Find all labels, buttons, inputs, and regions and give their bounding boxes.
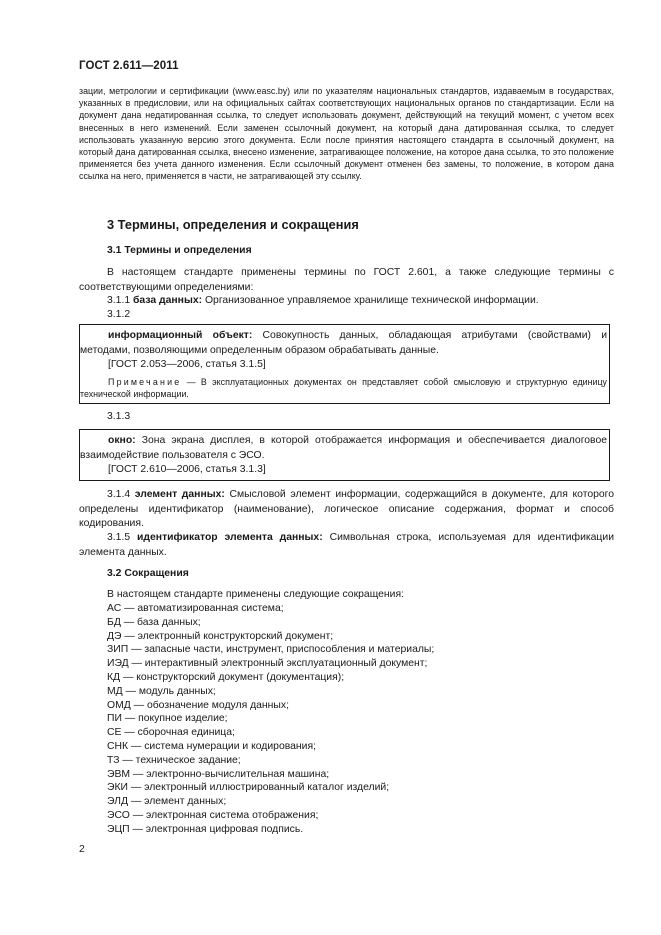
subsection-3-1-title: 3.1 Термины и определения (107, 245, 252, 256)
term-3-1-5 (79, 531, 614, 560)
term-3-1-2-box (79, 324, 610, 404)
abbreviation-item: ЭЦП — электронная цифровая подпись. (107, 823, 304, 835)
term-number: 3.1.1 (107, 295, 131, 306)
section-3-title: 3 Термины, определения и сокращения (107, 217, 359, 232)
term-3-1-3-reference: [ГОСТ 2.610—2006, статья 3.1.3] (108, 464, 266, 476)
terms-intro: В настоящем стандарте применены термины по ГОСТ 2.601, а также следующие термины с соответствующими определениями: (79, 267, 614, 293)
abbreviation-item: ОМД — обозначение модуля данных; (107, 699, 289, 711)
abbreviation-item: ТЗ — техническое задание; (107, 754, 241, 766)
abbreviation-item: ЭКИ — электронный иллюстрированный каталог изделий; (107, 782, 390, 794)
abbreviation-item: ЭЛД — элемент данных; (107, 796, 227, 808)
term-3-1-2-reference: [ГОСТ 2.053—2006, статья 3.1.5] (108, 359, 266, 371)
term-number: 3.1.5 (107, 532, 131, 543)
term-definition: Организованное управляемое хранилище технической информации. (202, 295, 539, 306)
note-text: — В эксплуатационных документах он представляет собой смысловую и структурную единицу технической информации. (80, 376, 607, 400)
term-name: база данных: (133, 295, 203, 306)
document-header: ГОСТ 2.611—2011 (79, 60, 179, 72)
term-3-1-2-note (80, 376, 607, 401)
abbreviation-item: МД — модуль данных; (107, 685, 216, 697)
term-definition: Смысловой элемент информации, содержащийся в документе, для которого определены идентификатор (наименование), логическое описание содержания, формат и способ кодирования. (79, 489, 615, 530)
term-3-1-2-definition (80, 329, 607, 358)
term-definition: Зона экрана дисплея, в которой отображается информация и обеспечивается диалоговое взаимодействие пользователя с ЭСО. (80, 435, 607, 461)
intro-paragraph: зации, метрологии и сертификации (www.easc.by) или по указателям национальных стандартов, издаваемым в государствах, указанных в предисловии, или на официальных сайтах соответствующих национальных органов по стандартизации. Если на документ дана недатированная ссылка, то следует использовать документ, действующий на текущий момент, с учетом всех внесенных в него изменений. Если заменен ссылочный документ, на который дана датированная ссылка, то следует использовать указанную версию этого документа. Если после принятия настоящего стандарта в ссылочный документ, на который дана датированная ссылка, внесено изменение, затрагивающее положение, на которое дана ссылка, то это положение применяется без учета данного изменения. Если ссылочный документ отменен без замены, то положение, в котором дана ссылка на него, применяется в части, не затрагивающей эту ссылку. (79, 86, 614, 182)
term-definition: Символьная строка, используемая для идентификации элемента данных. (79, 532, 614, 558)
term-3-1-3-number: 3.1.3 (107, 411, 131, 422)
abbreviation-item: ПИ — покупное изделие; (107, 713, 228, 725)
abbreviation-item: АС — автоматизированная система; (107, 603, 284, 614)
abbreviation-item: БД — база данных; (107, 616, 201, 628)
note-label: Примечание (108, 376, 182, 387)
term-3-1-4 (79, 488, 614, 532)
term-name: идентификатор элемента данных: (137, 532, 323, 543)
term-3-1-3-box (79, 429, 610, 481)
term-name: окно: (108, 435, 136, 446)
abbreviation-item: СНК — система нумерации и кодирования; (107, 741, 316, 752)
abbreviation-item: СЕ — сборочная единица; (107, 727, 235, 739)
subsection-3-2-title: 3.2 Сокращения (107, 568, 189, 579)
term-3-1-2-number: 3.1.2 (107, 309, 131, 320)
abbreviation-item: ИЭД — интерактивный электронный эксплуатационный документ; (107, 658, 428, 670)
term-definition: Совокупность данных, обладающая атрибутами (свойствами) и методами, позволяющими определенным образом обрабатывать данные. (80, 330, 607, 356)
term-number: 3.1.4 (107, 489, 131, 500)
term-3-1-1 (107, 294, 642, 309)
abbreviations-intro: В настоящем стандарте применены следующие сокращения: (107, 589, 404, 600)
abbreviation-item: ЗИП — запасные части, инструмент, приспособления и материалы; (107, 644, 435, 656)
abbreviation-item: ДЭ — электронный конструкторский документ; (107, 630, 334, 642)
abbreviation-item: КД — конструкторский документ (документация); (107, 672, 345, 683)
term-name: элемент данных: (134, 489, 225, 500)
abbreviation-item: ЭВМ — электронно-вычислительная машина; (107, 768, 330, 780)
term-name: информационный объект: (108, 330, 253, 341)
term-3-1-3-definition (80, 434, 607, 463)
page-number: 2 (79, 844, 85, 855)
abbreviation-item: ЭСО — электронная система отображения; (107, 810, 319, 821)
